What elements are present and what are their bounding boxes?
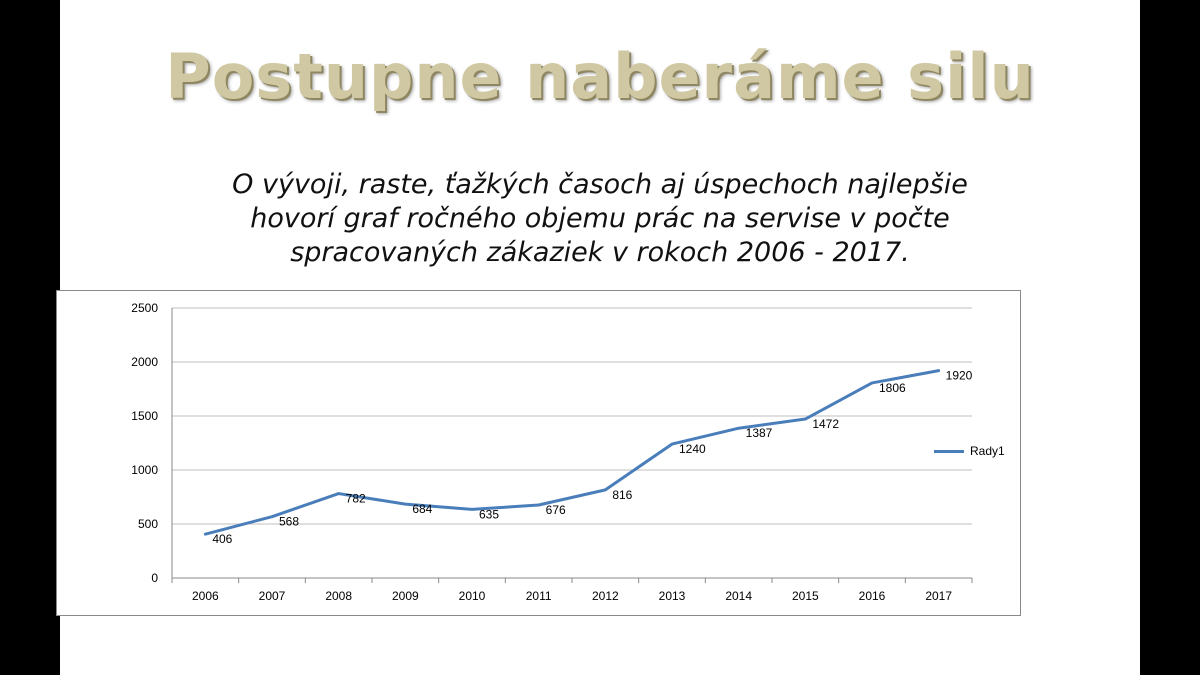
data-label: 684: [412, 502, 433, 517]
slide-subtitle: [150, 168, 1050, 270]
x-tick-label: 2016: [858, 589, 886, 603]
y-tick-label: 2000: [131, 355, 158, 369]
x-tick-label: 2017: [925, 589, 953, 603]
line-chart: [57, 291, 1020, 615]
data-label: 635: [479, 507, 500, 522]
legend-swatch: [934, 450, 964, 453]
x-tick-label: 2006: [191, 589, 219, 603]
x-tick-label: 2015: [791, 589, 819, 603]
x-tick-label: 2007: [258, 589, 286, 603]
y-tick-label: 2500: [131, 301, 158, 315]
x-tick-label: 2012: [591, 589, 619, 603]
x-tick-label: 2014: [725, 589, 753, 603]
y-tick-label: 0: [151, 571, 158, 585]
data-label: 816: [612, 487, 633, 502]
data-label: 1920: [945, 368, 973, 383]
chart-legend: [934, 444, 1005, 458]
x-tick-label: 2010: [458, 589, 486, 603]
data-label: 568: [279, 514, 300, 529]
data-label: 1806: [879, 380, 906, 395]
legend-label: Rady1: [970, 444, 1005, 458]
data-label: 406: [212, 532, 233, 547]
data-label: 1387: [745, 426, 773, 441]
data-label: 1240: [679, 442, 706, 457]
data-label: 782: [345, 491, 366, 506]
y-tick-label: 1500: [131, 409, 158, 423]
subtitle-line-1: O vývoji, raste, ťažkých časoch aj úspechoch najlepšie: [232, 169, 968, 200]
slide-title: Postupne naberáme silu: [165, 40, 1035, 113]
series-line-rady1: [205, 371, 938, 535]
x-tick-label: 2011: [525, 589, 552, 603]
data-label: 676: [545, 502, 566, 517]
x-tick-label: 2009: [391, 589, 419, 603]
subtitle-line-2: hovorí graf ročného objemu prác na servise v počte: [250, 203, 950, 234]
subtitle-line-3: spracovaných zákaziek v rokoch 2006 - 2017.: [290, 237, 910, 268]
y-tick-label: 500: [137, 517, 158, 531]
data-label: 1472: [812, 417, 840, 432]
x-tick-label: 2008: [325, 589, 353, 603]
x-tick-label: 2013: [658, 589, 686, 603]
y-tick-label: 1000: [131, 463, 158, 477]
chart-frame: [56, 290, 1021, 616]
